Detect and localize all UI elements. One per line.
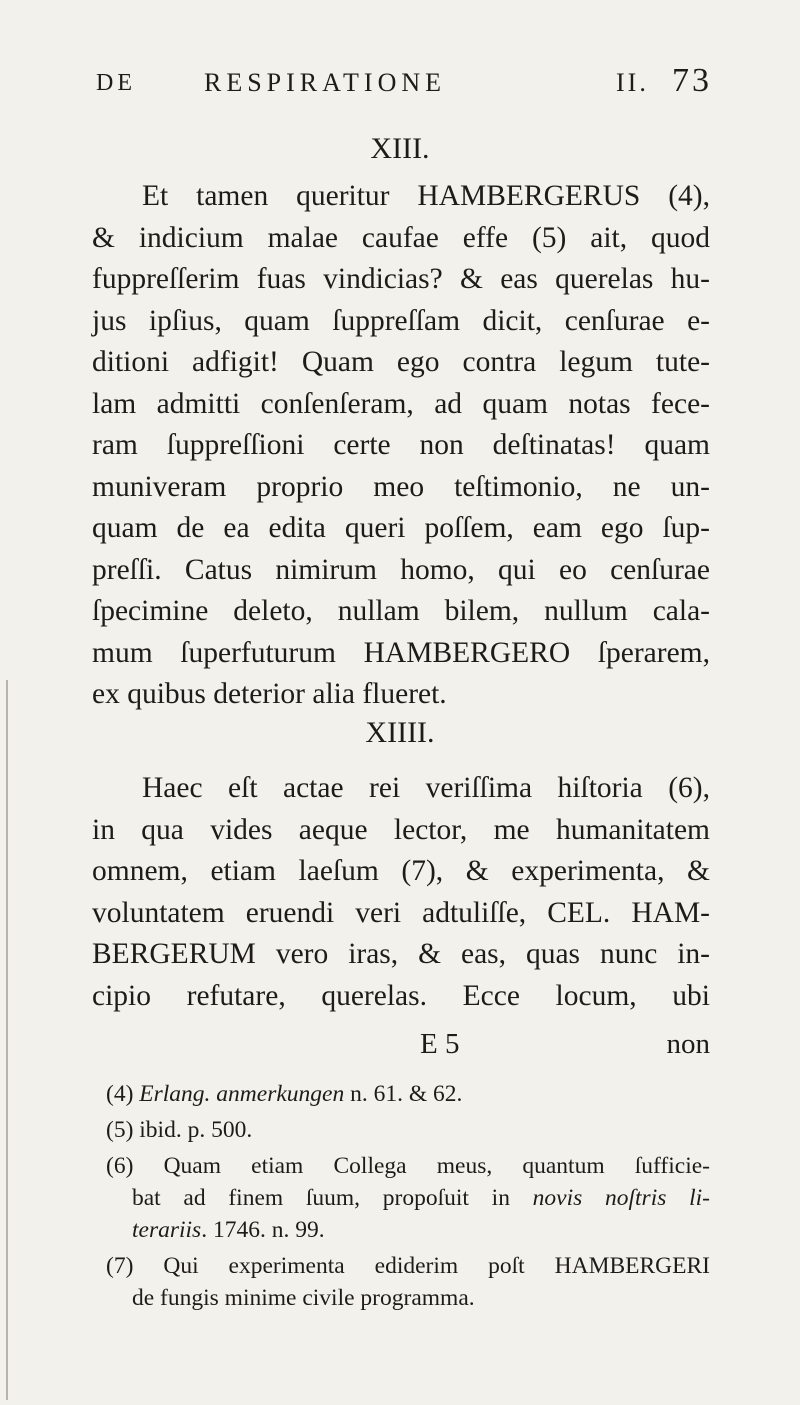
footnote-7	[106, 1250, 710, 1314]
text-line: lam admitti conſenſeram, ad quam notas fece-	[92, 387, 710, 420]
text-line: jus ipſius, quam ſuppreſſam dicit, cenſurae e-	[92, 304, 710, 337]
footnote-line	[106, 1150, 710, 1182]
text-line: Et tamen queritur HAMBERGERUS (4),	[142, 180, 710, 212]
text-line: & indicium malae caufae effe (5) ait, quod	[92, 221, 710, 254]
footnote-4	[106, 1078, 710, 1110]
page-edge-shadow	[6, 680, 8, 1400]
text-line: BERGERUM vero iras, & eas, quas nunc in-	[92, 938, 710, 970]
footnote-mark: (6)	[106, 1153, 134, 1179]
footnote-ref: . 1746. n. 99.	[201, 1217, 325, 1243]
footnote-ref: ibid. p. 500.	[139, 1117, 253, 1143]
text-line: ditioni adfigit! Quam ego contra legum tute-	[92, 346, 710, 378]
text-line: preſſi. Catus nimirum homo, qui eo cenſurae	[92, 553, 710, 586]
paragraph-xiii	[92, 176, 710, 716]
text-line: ſpecimine deleto, nullam bilem, nullum cala-	[92, 595, 710, 627]
signature-mark: E 5	[420, 1028, 460, 1060]
footnote-text: Quam etiam Collega meus, quantum ſufficie-	[163, 1153, 710, 1179]
footnote-title: novis noſtris li-	[532, 1185, 710, 1211]
footnotes	[106, 1078, 710, 1318]
footnote-title: Erlang. anmerkungen	[139, 1081, 345, 1107]
footnote-title: terariis	[132, 1217, 202, 1243]
catchline	[92, 1028, 710, 1068]
footnote-line	[106, 1078, 710, 1110]
paragraph-xiiii	[92, 768, 710, 1017]
text-line: in qua vides aeque lector, me humanitatem	[92, 813, 710, 846]
footnote-line	[106, 1250, 710, 1282]
footnote-ref: n. 61. & 62.	[344, 1081, 463, 1107]
footnote-line	[106, 1182, 710, 1214]
header-title: RESPIRATIONE	[204, 68, 447, 97]
footnote-mark: (5)	[106, 1117, 134, 1143]
text-line: muniveram proprio meo teſtimonio, ne un-	[92, 470, 710, 503]
footnote-mark: (7)	[106, 1253, 134, 1279]
header-part: II.	[616, 68, 649, 97]
section-heading-xiiii: XIIII.	[365, 716, 435, 749]
footnote-5	[106, 1114, 710, 1146]
footnote-line	[106, 1214, 710, 1246]
catchword: non	[666, 1028, 710, 1060]
header-de: DE	[96, 70, 136, 96]
section-heading-xiii: XIII.	[370, 132, 430, 165]
footnote-line	[106, 1114, 710, 1146]
text-line: fuppreſſerim fuas vindicias? & eas querelas hu-	[92, 263, 710, 295]
footnote-6	[106, 1150, 710, 1246]
text-line: ram ſuppreſſioni certe non deſtinatas! quam	[92, 429, 710, 461]
running-header	[96, 62, 712, 102]
text-line: cipio refutare, querelas. Ecce locum, ubi	[92, 979, 710, 1012]
text-line: Haec eſt actae rei veriſſima hiſtoria (6),	[142, 772, 710, 804]
text-line: quam de ea edita queri poſſem, eam ego ſup-	[92, 512, 710, 544]
text-line: ex quibus deterior alia flueret.	[92, 678, 447, 710]
footnote-line: de fungis minime civile programma.	[132, 1285, 475, 1311]
footnote-text: bat ad finem ſuum, propoſuit in	[132, 1185, 533, 1211]
text-line: mum ſuperfuturum HAMBERGERO ſperarem,	[92, 636, 710, 669]
text-line: voluntatem eruendi veri adtuliſſe, CEL. HAM-	[92, 896, 710, 929]
page-number: 73	[672, 62, 712, 99]
text-line: omnem, etiam laeſum (7), & experimenta, &	[92, 855, 710, 887]
footnote-text: Qui experimenta ediderim poſt HAMBERGERI	[163, 1253, 710, 1279]
footnote-mark: (4)	[106, 1081, 134, 1107]
